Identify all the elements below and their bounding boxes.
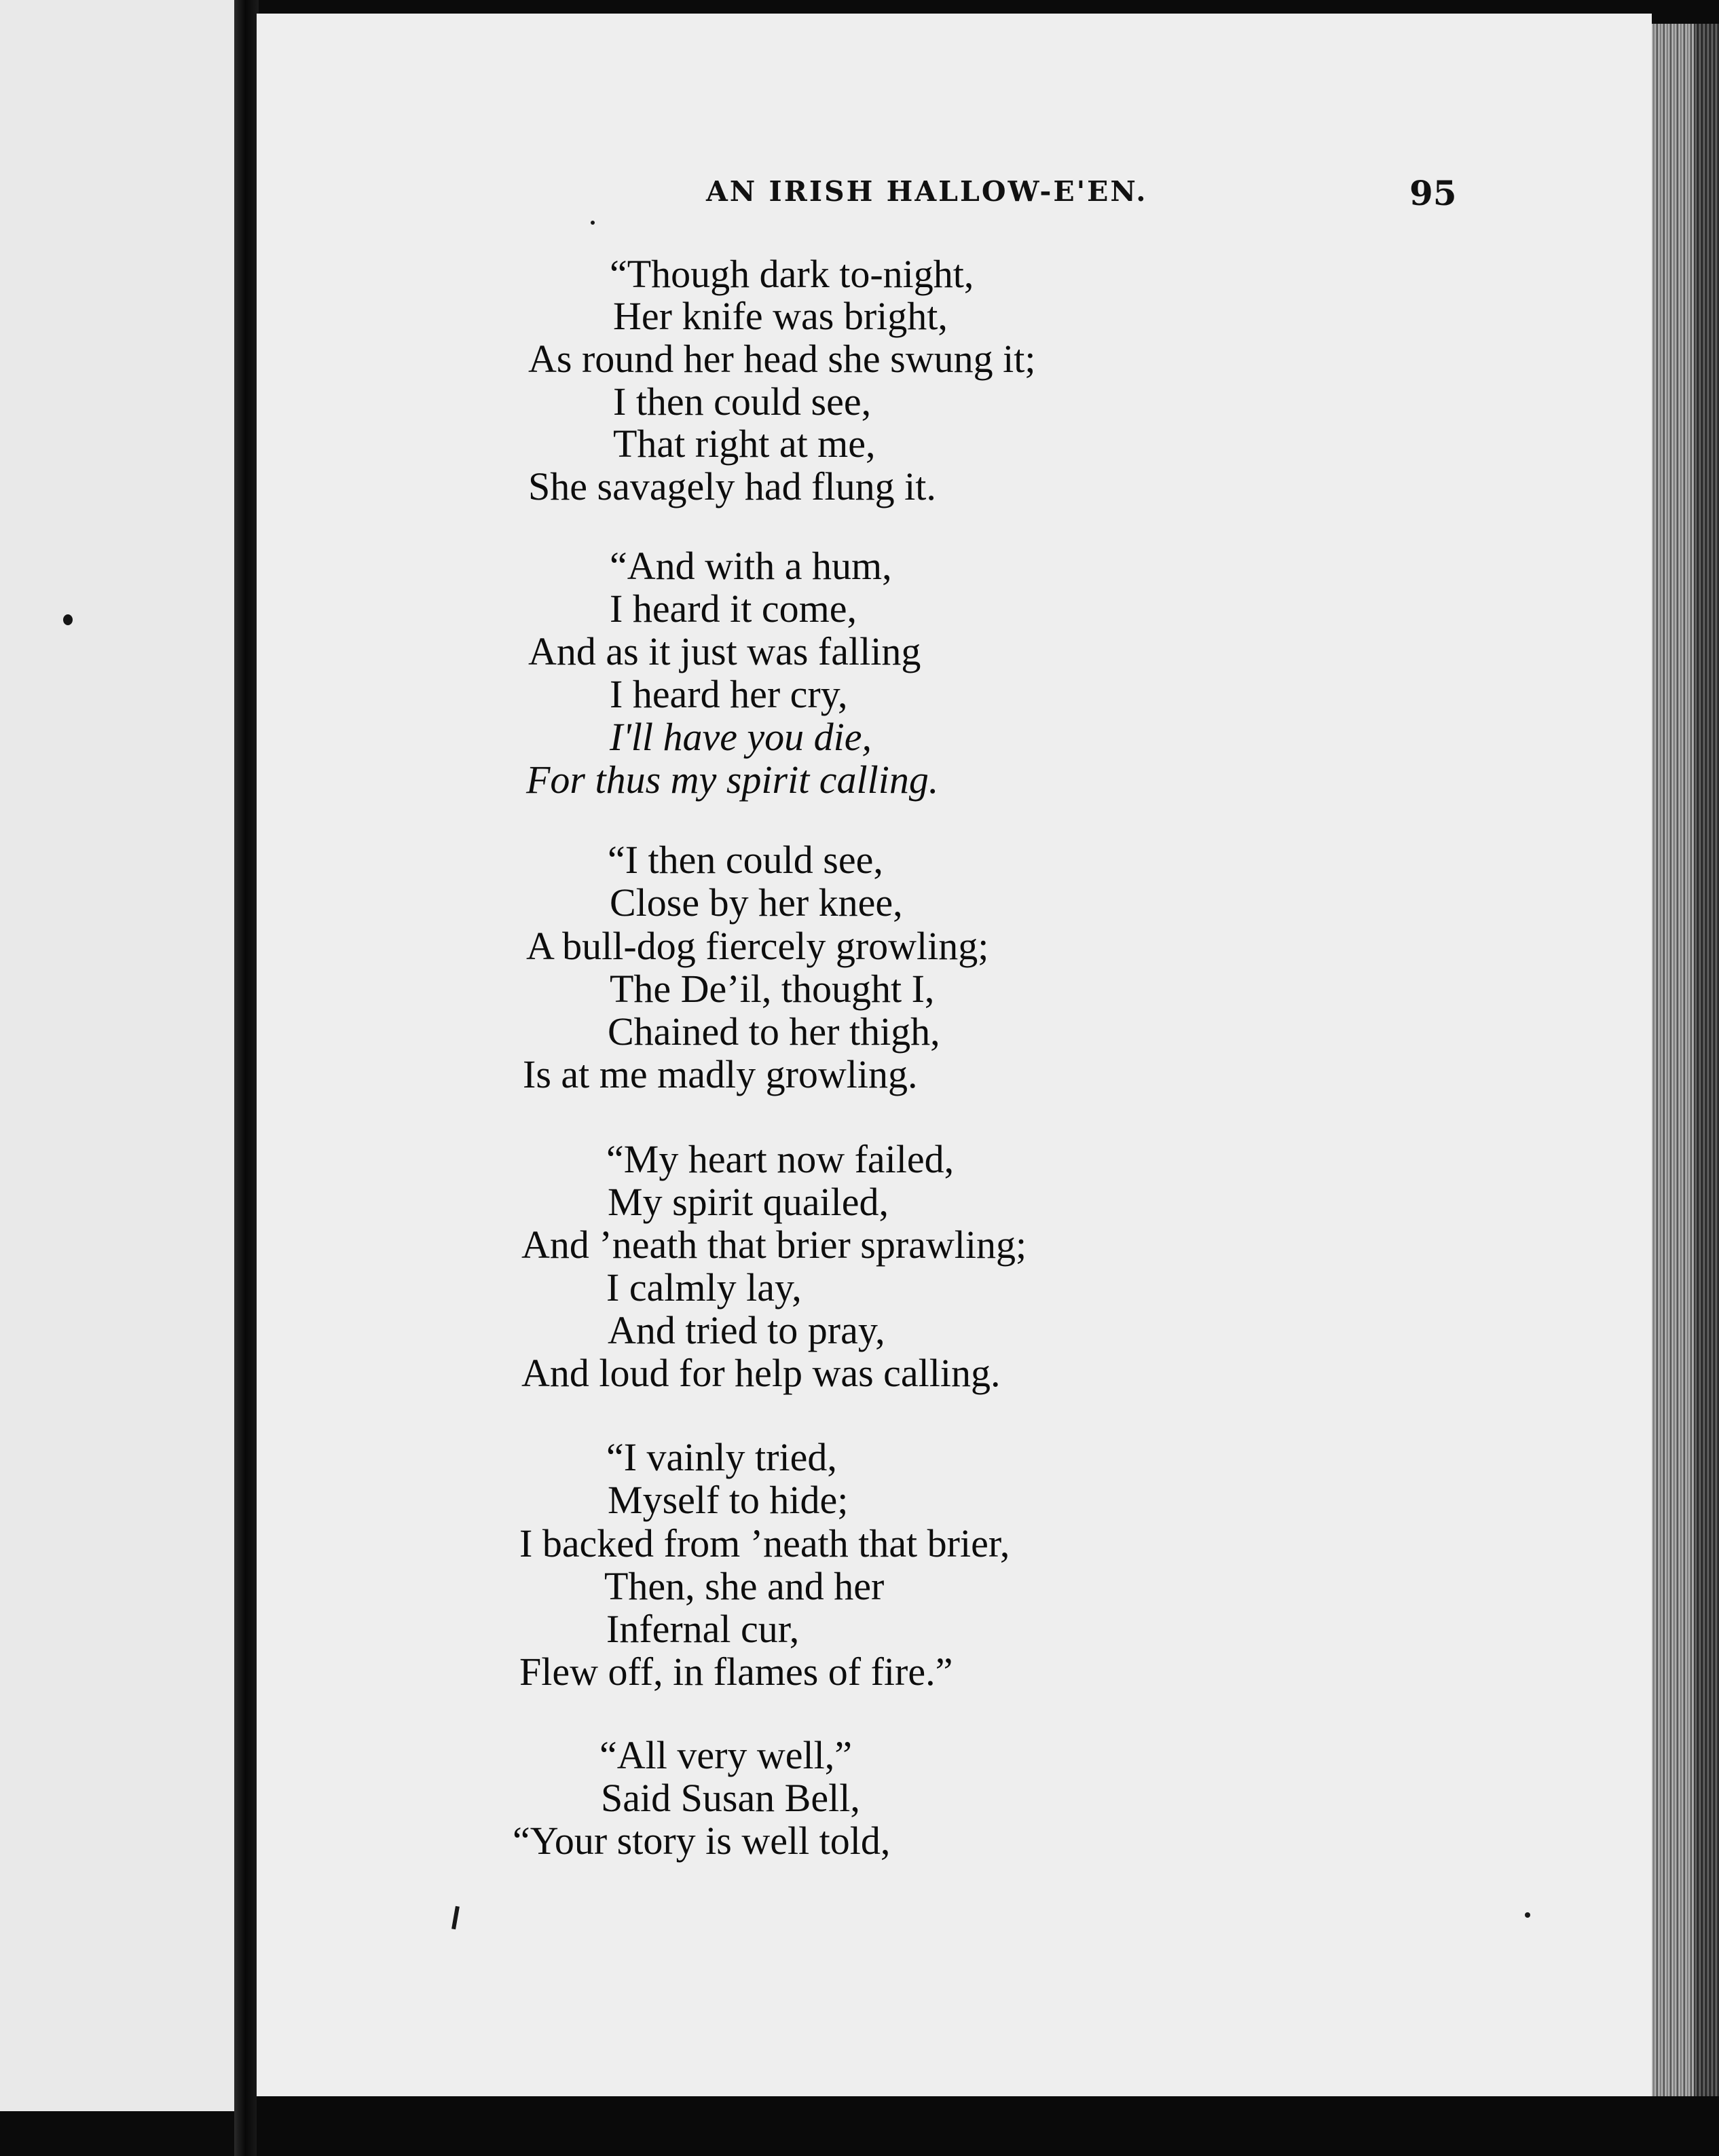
poem-line: And loud for help was calling.	[521, 1351, 1001, 1395]
poem-line: I calmly lay,	[606, 1265, 802, 1309]
poem-line: A bull-dog fiercely growling;	[526, 924, 989, 968]
poem-line: Her knife was bright,	[613, 294, 948, 338]
poem-line: Flew off, in flames of fire.”	[519, 1650, 953, 1694]
poem-line: I heard her cry,	[610, 672, 848, 716]
poem-line: “I then could see,	[608, 838, 883, 882]
poem-line: “Though dark to-night,	[610, 252, 974, 296]
poem-line: She savagely had flung it.	[528, 464, 936, 508]
poem-line: Myself to hide;	[608, 1478, 849, 1522]
poem-line: I then could see,	[613, 379, 872, 424]
print-speck	[591, 221, 595, 225]
poem-line: Is at me madly growling.	[523, 1052, 918, 1096]
poem-line: For thus my spirit calling.	[526, 758, 939, 802]
poem-line: “All very well,”	[599, 1733, 853, 1777]
poem-line: As round her head she swung it;	[528, 337, 1036, 381]
poem-line: Close by her knee,	[610, 880, 903, 925]
poem-line: “Your story is well told,	[513, 1819, 891, 1863]
poem-line: “My heart now failed,	[606, 1137, 955, 1181]
running-title: AN IRISH HALLOW-E'EN.	[706, 175, 1148, 208]
poem-line: The De’il, thought I,	[610, 967, 935, 1011]
poem-line: I backed from ’neath that brier,	[519, 1521, 1010, 1565]
poem-line: Chained to her thigh,	[608, 1009, 940, 1054]
poem-line: I heard it come,	[610, 587, 857, 631]
poem-line: Said Susan Bell,	[601, 1776, 860, 1820]
poem-line: “And with a hum,	[610, 544, 892, 588]
poem-line: Infernal cur,	[606, 1607, 800, 1651]
page-number: 95	[1409, 173, 1457, 213]
poem-line: And tried to pray,	[608, 1308, 885, 1352]
poem-line: That right at me,	[613, 422, 876, 466]
poem-line: Then, she and her	[604, 1564, 885, 1608]
print-speck	[1525, 1912, 1530, 1918]
poem-line: I'll have you die,	[610, 715, 872, 759]
poem-line: And ’neath that brier sprawling;	[521, 1223, 1027, 1267]
poem-line: My spirit quailed,	[608, 1180, 889, 1224]
poem-line: And as it just was falling	[528, 629, 921, 673]
poem-line: “I vainly tried,	[606, 1435, 837, 1479]
